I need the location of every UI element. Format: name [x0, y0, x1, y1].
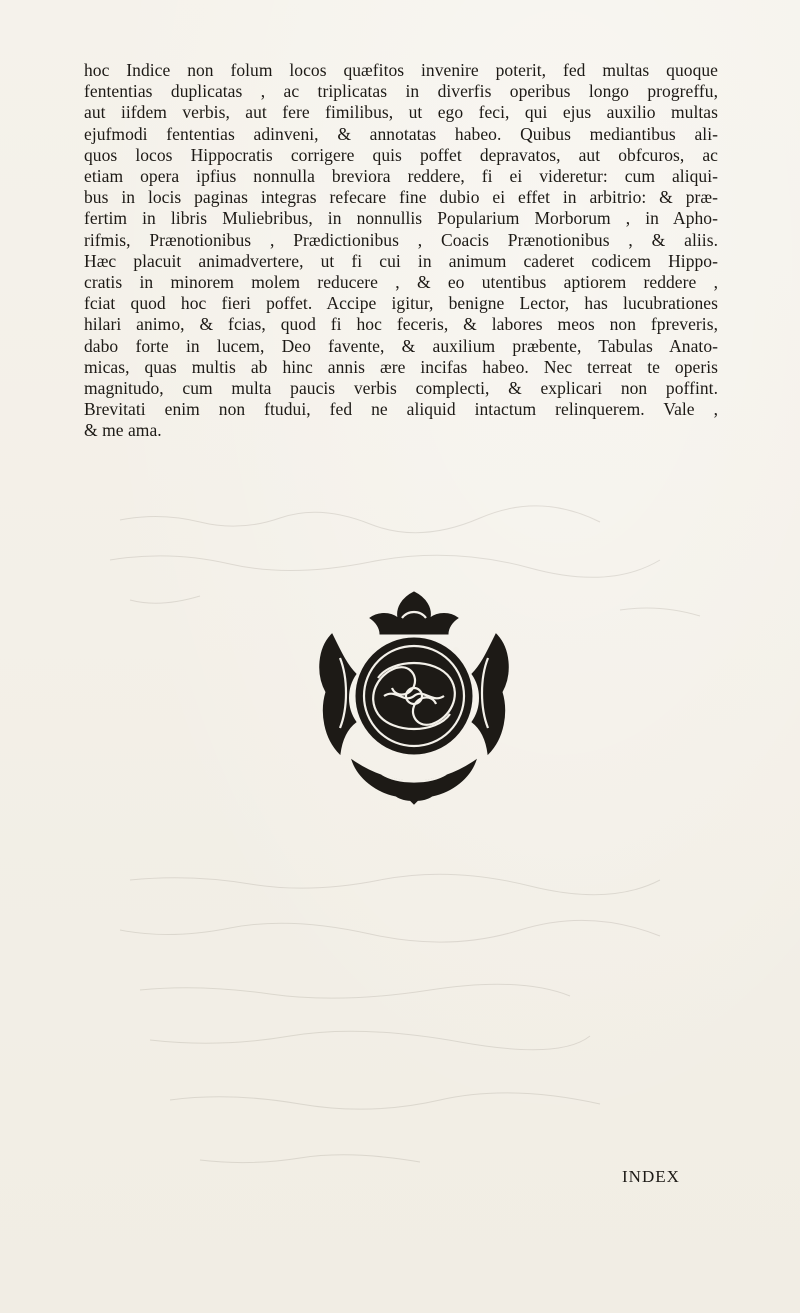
text-line: Brevitati enim non ftudui, fed ne aliquid intactum relinquerem. Vale ,: [84, 399, 718, 420]
text-line: bus in locis paginas integras refecare fine dubio ei effet in arbitrio: & præ-: [84, 187, 718, 208]
text-line: hoc Indice non folum locos quæfitos invenire poterit, fed multas quoque: [84, 60, 718, 80]
text-line: fententias duplicatas , ac triplicatas in diverfis operibus longo progreffu,: [84, 81, 718, 102]
text-line: etiam opera ipfius nonnulla breviora reddere, fi ei videretur: cum aliqui-: [84, 166, 718, 187]
text-line: rifmis, Prænotionibus , Prædictionibus , Coacis Prænotionibus , & aliis.: [84, 229, 718, 250]
text-line: dabo forte in lucem, Deo favente, & auxilium præbente, Tabulas Anato-: [84, 335, 718, 356]
paragraph: [84, 60, 718, 442]
text-line: fertim in libris Muliebribus, in nonnullis Popularium Morborum , in Apho-: [84, 208, 718, 229]
text-line: cratis in minorem molem reducere , & eo utentibus aptiorem reddere ,: [84, 272, 718, 293]
text-line: fciat quod hoc fieri poffet. Accipe igitur, benigne Lector, has lucubrationes: [84, 293, 718, 314]
preface-text: [84, 60, 718, 442]
text-line: quos locos Hippocratis corrigere quis poffet depravatos, aut obfcuros, ac: [84, 144, 718, 165]
text-line: Hæc placuit animadvertere, ut fi cui in animum caderet codicem Hippo-: [84, 250, 718, 271]
text-line: magnitudo, cum multa paucis verbis complecti, & explicari non poffint.: [84, 378, 718, 399]
text-line: hilari animo, & fcias, quod fi hoc feceris, & labores meos non fpreveris,: [84, 314, 718, 335]
tailpiece-ornament: [312, 588, 516, 806]
text-line: aut iifdem verbis, aut fere fimilibus, ut ego feci, qui ejus auxilio multas: [84, 102, 718, 123]
text-line: micas, quas multis ab hinc annis ære incifas habeo. Nec terreat te operis: [84, 356, 718, 377]
text-line: & me ama.: [84, 420, 162, 441]
catchword: INDEX: [622, 1167, 680, 1186]
text-line: ejufmodi fententias adinveni, & annotatas habeo. Quibus mediantibus ali-: [84, 123, 718, 144]
